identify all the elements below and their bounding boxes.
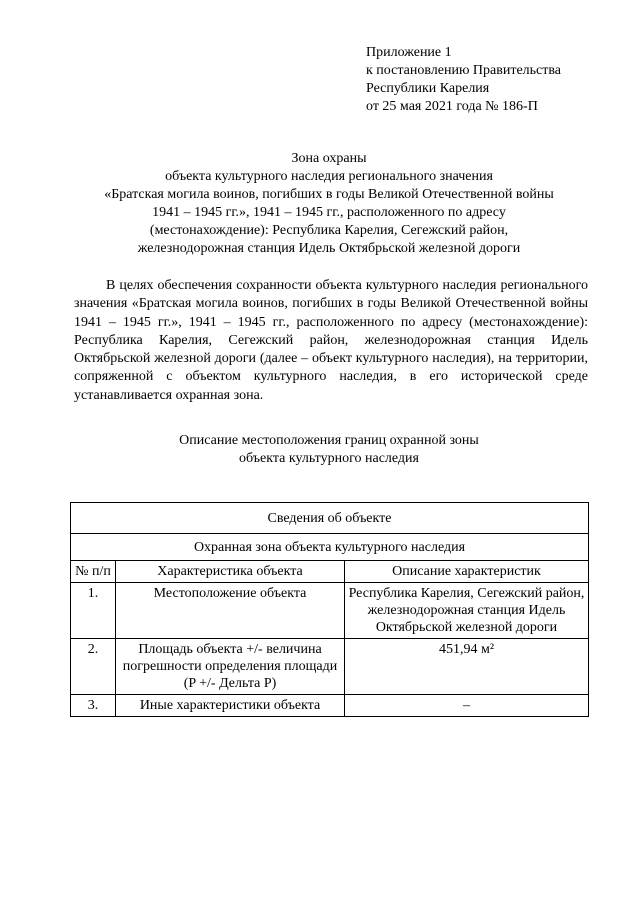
table-header: Сведения об объекте	[71, 503, 589, 534]
appendix-line: Приложение 1	[366, 45, 452, 60]
table-columns-row	[71, 561, 589, 583]
table-row	[71, 583, 589, 639]
title-line: железнодорожная станция Идель Октябрьской железной дороги	[137, 241, 521, 256]
object-info-table	[70, 502, 589, 717]
title-line: Зона охраны	[291, 151, 367, 166]
row-characteristic: Местоположение объекта	[116, 583, 345, 639]
column-header-description: Описание характеристик	[345, 561, 589, 583]
title-line: (местонахождение): Республика Карелия, Сегежский район,	[149, 223, 509, 238]
row-number: 3.	[71, 695, 116, 717]
table-row	[71, 639, 589, 695]
appendix-block	[366, 44, 561, 116]
row-characteristic: Площадь объекта +/- величина погрешности определения площади (P +/- Дельта P)	[116, 639, 345, 695]
table-header-row	[71, 503, 589, 534]
table-subheader: Охранная зона объекта культурного наследия	[71, 534, 589, 561]
description-title-line: объекта культурного наследия	[239, 451, 419, 466]
row-number: 2.	[71, 639, 116, 695]
appendix-line: к постановлению Правительства	[366, 63, 562, 78]
document-title	[70, 150, 588, 258]
title-line: «Братская могила воинов, погибших в годы Великой Отечественной войны	[104, 187, 554, 202]
row-description: 451,94 м²	[345, 639, 589, 695]
row-description: Республика Карелия, Сегежский район, железнодорожная станция Идель Октябрьской железной дороги	[345, 583, 589, 639]
appendix-line: от 25 мая 2021 года № 186-П	[366, 99, 538, 114]
table-row	[71, 695, 589, 717]
description-title-line: Описание местоположения границ охранной зоны	[179, 433, 479, 448]
row-description: –	[345, 695, 589, 717]
title-line: объекта культурного наследия регионального значения	[165, 169, 493, 184]
column-header-characteristic: Характеристика объекта	[116, 561, 345, 583]
description-title	[70, 432, 588, 468]
title-line: 1941 – 1945 гг.», 1941 – 1945 гг., расположенного по адресу	[152, 205, 506, 220]
column-header-number: № п/п	[71, 561, 116, 583]
table-subheader-row	[71, 534, 589, 561]
body-paragraph: В целях обеспечения сохранности объекта культурного наследия регионального значения «Братская могила воинов, погибших в годы Великой Отечественной войны 1941 – 1945 гг.», 1941 – 1945 гг., расположенного по адресу (местонахождение): Республика Карелия, Сегежский район, железнодорожная станция Идель Октябрьской железной дороги (далее – объект культурного наследия), на территории, сопряженной с объектом культурного наследия, в его исторической среде устанавливается охранная зона.	[74, 278, 588, 403]
row-characteristic: Иные характеристики объекта	[116, 695, 345, 717]
appendix-line: Республики Карелия	[366, 81, 490, 96]
row-number: 1.	[71, 583, 116, 639]
